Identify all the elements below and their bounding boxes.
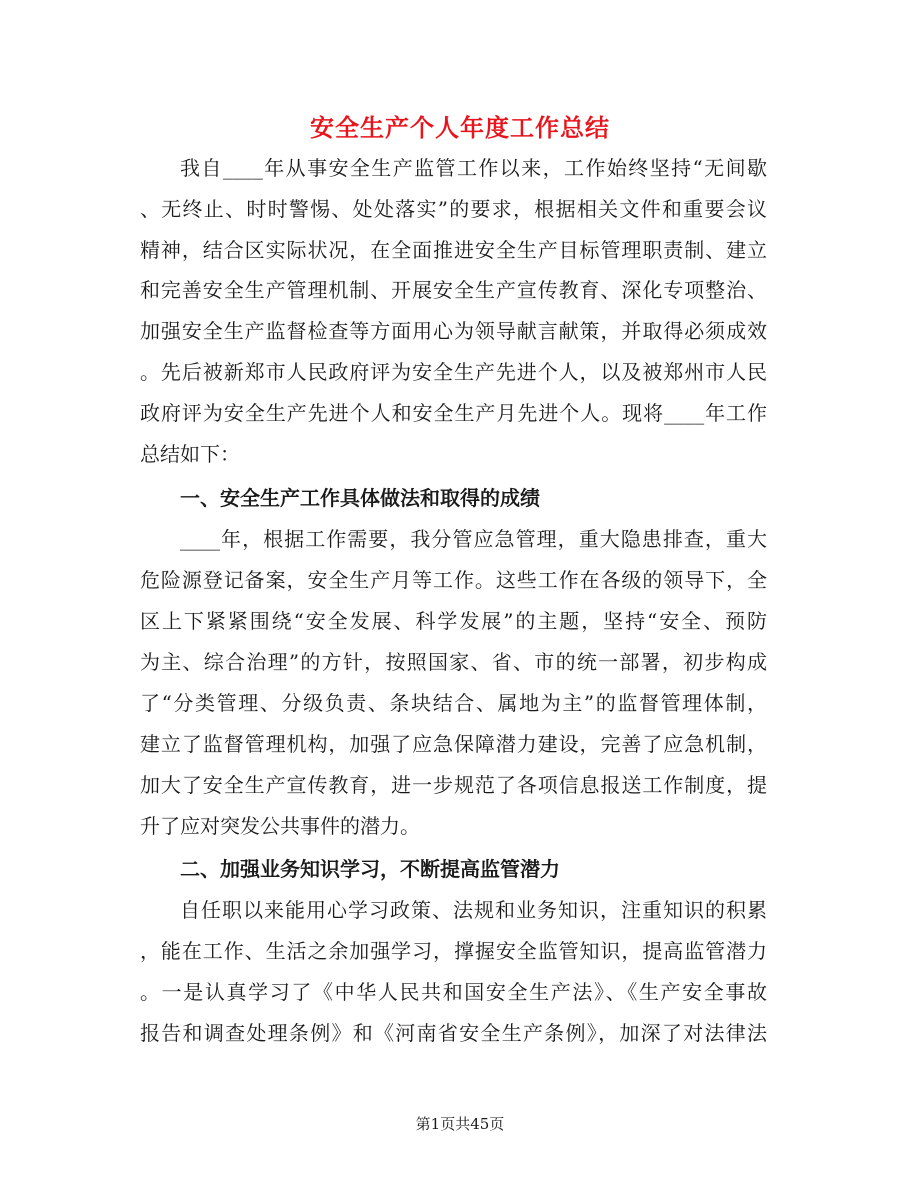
- paragraph-line: 加强安全生产监督检查等方面用心为领导献言献策，并取得必须成效: [140, 319, 767, 343]
- paragraph-line: 。一是认真学习了《中华人民共和国安全生产法》、《生产安全事故: [140, 980, 767, 1004]
- paragraph-line: 总结如下：: [140, 442, 240, 466]
- paragraph-line: 加大了安全生产宣传教育，进一步规范了各项信息报送工作制度，提: [140, 773, 767, 797]
- paragraph-line: ，能在工作、生活之余加强学习，撑握安全监管知识，提高监管潜力: [140, 939, 767, 963]
- paragraph-line: 精神，结合区实际状况，在全面推进安全生产目标管理职责制、建立: [140, 238, 767, 262]
- paragraph-line: 政府评为安全生产先进个人和安全生产月先进个人。现将____年工作: [140, 401, 767, 425]
- paragraph-line: 和完善安全生产管理机制、开展安全生产宣传教育、深化专项整治、: [140, 278, 767, 302]
- paragraph-line: 了“分类管理、分级负责、条块结合、属地为主”的监督管理体制，: [140, 691, 767, 715]
- section-heading-1: 一、安全生产工作具体做法和取得的成绩: [180, 486, 540, 510]
- paragraph-line: 为主、综合治理”的方针，按照国家、省、市的统一部署，初步构成: [140, 650, 767, 674]
- paragraph-line: 报告和调查处理条例》和《河南省安全生产条例》，加深了对法律法: [140, 1021, 767, 1045]
- paragraph-line: 自任职以来能用心学习政策、法规和业务知识，注重知识的积累: [180, 898, 767, 922]
- section-heading-2: 二、加强业务知识学习，不断提高监管潜力: [180, 857, 560, 881]
- paragraph-line: 危险源登记备案，安全生产月等工作。这些工作在各级的领导下，全: [140, 568, 767, 592]
- paragraph-line: ____年，根据工作需要，我分管应急管理，重大隐患排查，重大: [180, 527, 767, 551]
- paragraph-line: 升了应对突发公共事件的潜力。: [140, 814, 420, 838]
- paragraph-line: 。先后被新郑市人民政府评为安全生产先进个人，以及被郑州市人民: [140, 360, 767, 384]
- paragraph-line: 区上下紧紧围绕“安全发展、科学发展”的主题，坚持“安全、预防: [140, 609, 767, 633]
- paragraph-line: 建立了监督管理机构，加强了应急保障潜力建设，完善了应急机制，: [140, 732, 767, 756]
- document-title: 安全生产个人年度工作总结: [310, 114, 610, 142]
- paragraph-line: 我自____年从事安全生产监管工作以来，工作始终坚持“无间歇: [180, 156, 767, 180]
- page-number: 第1页共45页: [415, 1115, 505, 1133]
- paragraph-line: 、无终止、时时警惕、处处落实”的要求，根据相关文件和重要会议: [140, 197, 767, 221]
